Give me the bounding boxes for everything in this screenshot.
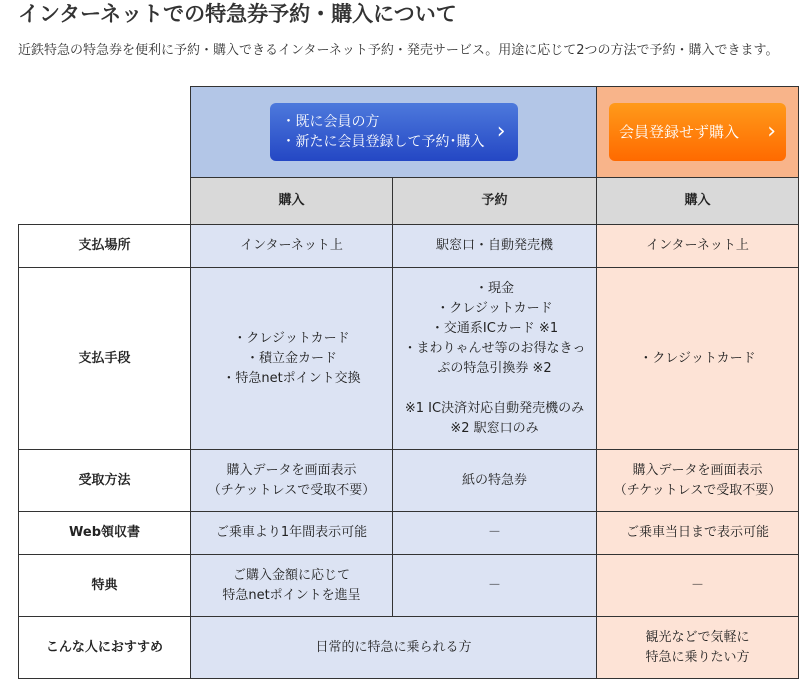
cell-line: 特急netポイントを進呈	[222, 587, 361, 603]
table-cell	[191, 225, 393, 268]
guest-purchase-button[interactable]	[609, 103, 786, 161]
column-header: 予約	[393, 178, 597, 225]
cell-line: ・クレジットカード	[233, 330, 350, 346]
cell-line: ・交通系ICカード ※1	[430, 320, 559, 336]
table-row	[19, 450, 799, 512]
table-cell	[393, 450, 597, 512]
member-button-line1: ・既に会員の方	[281, 114, 380, 130]
table-cell	[191, 617, 597, 679]
row-label: 支払手段	[19, 268, 191, 450]
cell-line: インターネット上	[646, 238, 749, 253]
table-cell	[597, 555, 799, 617]
cell-line: ※1 IC決済対応自動発売機のみ	[404, 400, 585, 416]
table-cell	[191, 450, 393, 512]
guest-header	[597, 87, 799, 178]
row-label: 支払場所	[19, 225, 191, 268]
row-label: Web領収書	[19, 512, 191, 555]
column-header: 購入	[191, 178, 393, 225]
row-label: 受取方法	[19, 450, 191, 512]
table-row	[19, 268, 799, 450]
row-label: 特典	[19, 555, 191, 617]
member-header	[191, 87, 597, 178]
cell-line: －	[690, 577, 704, 593]
cell-line: ご乗車より1年間表示可能	[215, 525, 368, 540]
empty-corner	[19, 87, 191, 225]
column-header: 購入	[597, 178, 799, 225]
table-cell	[597, 268, 799, 450]
cell-line: ご購入金額に応じて	[232, 567, 350, 583]
table-row	[19, 225, 799, 268]
cell-line: ぷの特急引換券 ※2	[437, 360, 552, 376]
intro-text: 近鉄特急の特急券を便利に予約・購入できるインターネット予約・発売サービス。用途に応じて2つの方法で予約・購入できます。	[18, 43, 779, 58]
cell-line: －	[487, 525, 501, 540]
cell-line: 購入データを画面表示	[226, 462, 357, 478]
cell-line: 購入データを画面表示	[632, 462, 763, 478]
cell-line: ・クレジットカード	[639, 350, 756, 366]
member-purchase-button[interactable]	[270, 103, 518, 161]
table-cell	[597, 512, 799, 555]
cell-line: ご乗車当日まで表示可能	[625, 525, 769, 540]
table-cell	[191, 268, 393, 450]
table-row	[19, 617, 799, 679]
page-title: インターネットでの特急券予約・購入について	[18, 2, 457, 26]
cell-line: 日常的に特急に乗られる方	[315, 639, 472, 655]
cell-line: 観光などで気軽に	[645, 629, 750, 645]
table-cell	[393, 555, 597, 617]
cell-line: 紙の特急券	[461, 472, 527, 488]
row-label: こんな人におすすめ	[19, 617, 191, 679]
cell-line: ・クレジットカード	[436, 300, 553, 316]
cell-line: 特急に乗りたい方	[645, 649, 750, 665]
cell-line: ・積立金カード	[245, 350, 337, 366]
table-cell	[191, 512, 393, 555]
cell-line: インターネット上	[240, 238, 343, 253]
table-cell	[393, 225, 597, 268]
cell-line: ・現金	[474, 280, 514, 296]
table-cell	[597, 617, 799, 679]
chevron-right-icon: ›	[496, 119, 506, 144]
cell-line: （チケットレスで受取不要）	[613, 482, 782, 498]
cell-line: ※2 駅窓口のみ	[450, 420, 539, 436]
cell-line: 駅窓口・自動発売機	[435, 238, 553, 253]
cell-line: ・特急netポイント交換	[222, 370, 361, 386]
member-button-line2: ・新たに会員登録して予約･購入	[281, 134, 485, 150]
table-cell	[393, 512, 597, 555]
table-cell	[597, 225, 799, 268]
table-cell	[191, 555, 393, 617]
table-cell	[393, 268, 597, 450]
cell-line	[393, 379, 596, 399]
table-row	[19, 512, 799, 555]
guest-button-label: 会員登録せず購入	[619, 123, 740, 141]
table-cell	[597, 450, 799, 512]
cell-line: －	[487, 577, 501, 593]
chevron-right-icon: ›	[767, 119, 776, 144]
cell-line: ・まわりゃんせ等のお得なきっ	[403, 340, 586, 356]
comparison-table	[18, 86, 799, 679]
table-row	[19, 555, 799, 617]
cell-line: （チケットレスで受取不要）	[207, 482, 376, 498]
